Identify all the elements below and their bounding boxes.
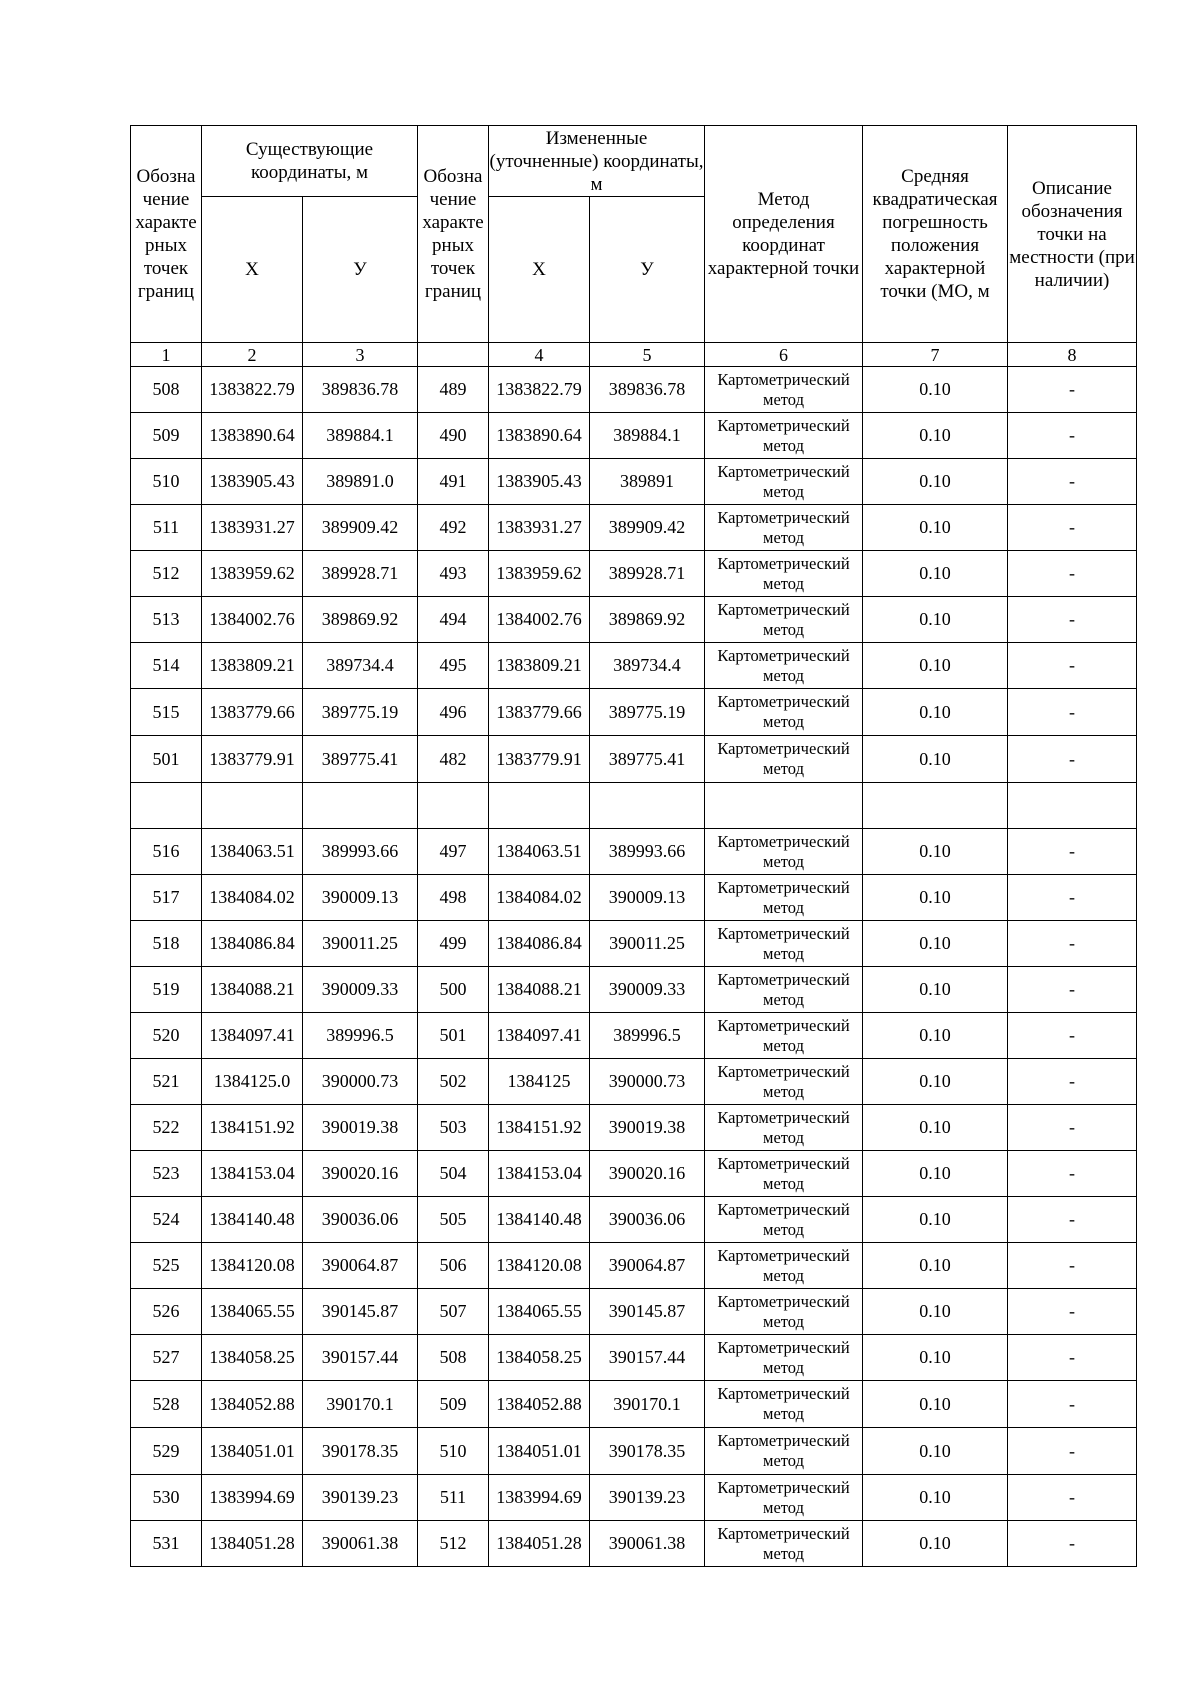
table-row — [131, 1105, 1137, 1151]
table-row — [131, 1428, 1137, 1475]
cell-changed-y: 390009.13 — [590, 875, 705, 921]
cell-existing-y: 389993.66 — [303, 829, 418, 875]
cell-method: Картометрический метод — [705, 1243, 863, 1289]
header-designation-changed: Обозна чение характе рных точек границ — [418, 126, 489, 343]
cell-existing-y: 390139.23 — [303, 1475, 418, 1521]
cell-error: 0.10 — [863, 829, 1008, 875]
cell-existing-x: 1384088.21 — [202, 967, 303, 1013]
cell-method: Картометрический метод — [705, 921, 863, 967]
cell-error: 0.10 — [863, 1151, 1008, 1197]
cell-method — [705, 783, 863, 829]
cell-changed-y: 390009.33 — [590, 967, 705, 1013]
cell-changed-y: 390178.35 — [590, 1428, 705, 1475]
cell-existing-y: 390061.38 — [303, 1521, 418, 1567]
coordinates-table — [130, 125, 1137, 1567]
cell-changed-x: 1383822.79 — [489, 367, 590, 413]
cell-method: Картометрический метод — [705, 875, 863, 921]
cell-error — [863, 783, 1008, 829]
cell-existing-x: 1384086.84 — [202, 921, 303, 967]
cell-error: 0.10 — [863, 1105, 1008, 1151]
cell-changed-y: 390064.87 — [590, 1243, 705, 1289]
cell-designation-changed: 510 — [418, 1428, 489, 1475]
header-existing-y: У — [303, 197, 418, 343]
cell-changed-x: 1384097.41 — [489, 1013, 590, 1059]
cell-existing-x: 1383822.79 — [202, 367, 303, 413]
cell-error: 0.10 — [863, 367, 1008, 413]
cell-existing-x: 1383994.69 — [202, 1475, 303, 1521]
cell-changed-y: 389775.41 — [590, 736, 705, 783]
cell-changed-x: 1384125 — [489, 1059, 590, 1105]
cell-changed-x: 1383809.21 — [489, 643, 590, 689]
cell-changed-x: 1383959.62 — [489, 551, 590, 597]
cell-designation-changed: 499 — [418, 921, 489, 967]
cell-changed-x: 1384051.01 — [489, 1428, 590, 1475]
cell-changed-x: 1384086.84 — [489, 921, 590, 967]
cell-changed-y: 389869.92 — [590, 597, 705, 643]
cell-description: - — [1008, 505, 1137, 551]
cell-error: 0.10 — [863, 1243, 1008, 1289]
cell-designation-existing: 525 — [131, 1243, 202, 1289]
cell-existing-y: 390170.1 — [303, 1381, 418, 1428]
cell-method: Картометрический метод — [705, 551, 863, 597]
cell-error: 0.10 — [863, 1289, 1008, 1335]
table-row — [131, 1013, 1137, 1059]
cell-existing-x: 1383779.66 — [202, 689, 303, 736]
cell-existing-x: 1384120.08 — [202, 1243, 303, 1289]
cell-designation-existing: 515 — [131, 689, 202, 736]
cell-changed-x: 1384065.55 — [489, 1289, 590, 1335]
cell-designation-changed: 498 — [418, 875, 489, 921]
cell-designation-changed: 493 — [418, 551, 489, 597]
cell-designation-changed: 489 — [418, 367, 489, 413]
cell-changed-y: 390020.16 — [590, 1151, 705, 1197]
cell-existing-y: 389996.5 — [303, 1013, 418, 1059]
cell-existing-x: 1384002.76 — [202, 597, 303, 643]
cell-designation-changed: 490 — [418, 413, 489, 459]
cell-changed-y: 389884.1 — [590, 413, 705, 459]
cell-existing-x: 1384058.25 — [202, 1335, 303, 1381]
cell-method: Картометрический метод — [705, 967, 863, 1013]
cell-existing-y: 390011.25 — [303, 921, 418, 967]
column-number: 4 — [489, 343, 590, 367]
cell-error: 0.10 — [863, 736, 1008, 783]
cell-existing-y: 390157.44 — [303, 1335, 418, 1381]
cell-method: Картометрический метод — [705, 689, 863, 736]
cell-description: - — [1008, 689, 1137, 736]
cell-designation-existing: 508 — [131, 367, 202, 413]
cell-designation-existing: 511 — [131, 505, 202, 551]
cell-existing-y: 389909.42 — [303, 505, 418, 551]
column-number: 8 — [1008, 343, 1137, 367]
cell-designation-changed: 497 — [418, 829, 489, 875]
table-row — [131, 829, 1137, 875]
cell-existing-x: 1383959.62 — [202, 551, 303, 597]
cell-description: - — [1008, 1151, 1137, 1197]
cell-existing-y: 389836.78 — [303, 367, 418, 413]
cell-designation-changed: 511 — [418, 1475, 489, 1521]
cell-method: Картометрический метод — [705, 367, 863, 413]
cell-designation-changed: 482 — [418, 736, 489, 783]
table-row — [131, 921, 1137, 967]
cell-designation-changed — [418, 783, 489, 829]
table-row — [131, 1243, 1137, 1289]
column-number: 5 — [590, 343, 705, 367]
cell-changed-y — [590, 783, 705, 829]
cell-existing-y: 389891.0 — [303, 459, 418, 505]
cell-changed-y: 389775.19 — [590, 689, 705, 736]
cell-error: 0.10 — [863, 1335, 1008, 1381]
cell-changed-x: 1384058.25 — [489, 1335, 590, 1381]
cell-changed-x: 1384088.21 — [489, 967, 590, 1013]
cell-description: - — [1008, 551, 1137, 597]
cell-designation-existing: 520 — [131, 1013, 202, 1059]
cell-existing-y: 390000.73 — [303, 1059, 418, 1105]
cell-changed-y: 390000.73 — [590, 1059, 705, 1105]
cell-description: - — [1008, 1381, 1137, 1428]
header-method: Метод определения координат характерной точки — [705, 126, 863, 343]
cell-changed-x: 1384002.76 — [489, 597, 590, 643]
column-number: 7 — [863, 343, 1008, 367]
cell-error: 0.10 — [863, 875, 1008, 921]
cell-existing-y: 390020.16 — [303, 1151, 418, 1197]
cell-existing-y: 389928.71 — [303, 551, 418, 597]
cell-designation-existing: 529 — [131, 1428, 202, 1475]
cell-designation-existing: 518 — [131, 921, 202, 967]
cell-designation-existing: 516 — [131, 829, 202, 875]
cell-designation-existing: 530 — [131, 1475, 202, 1521]
cell-method: Картометрический метод — [705, 1151, 863, 1197]
column-number: 6 — [705, 343, 863, 367]
cell-designation-changed: 495 — [418, 643, 489, 689]
cell-existing-x: 1384065.55 — [202, 1289, 303, 1335]
cell-existing-y: 389734.4 — [303, 643, 418, 689]
table-header — [131, 126, 1137, 367]
cell-existing-x: 1384097.41 — [202, 1013, 303, 1059]
cell-changed-x: 1384151.92 — [489, 1105, 590, 1151]
cell-designation-existing: 513 — [131, 597, 202, 643]
column-number: 2 — [202, 343, 303, 367]
header-error: Средняя квадратическая погрешность положения характерной точки (МО, м — [863, 126, 1008, 343]
cell-description: - — [1008, 1521, 1137, 1567]
table-row — [131, 1151, 1137, 1197]
header-changed-x: Х — [489, 197, 590, 343]
cell-changed-x: 1384140.48 — [489, 1197, 590, 1243]
cell-method: Картометрический метод — [705, 1428, 863, 1475]
cell-designation-changed: 500 — [418, 967, 489, 1013]
cell-existing-x — [202, 783, 303, 829]
column-number: 3 — [303, 343, 418, 367]
table-row — [131, 505, 1137, 551]
cell-description — [1008, 783, 1137, 829]
cell-existing-y: 390145.87 — [303, 1289, 418, 1335]
cell-method: Картометрический метод — [705, 643, 863, 689]
cell-method: Картометрический метод — [705, 413, 863, 459]
cell-existing-x: 1383905.43 — [202, 459, 303, 505]
cell-error: 0.10 — [863, 1475, 1008, 1521]
cell-error: 0.10 — [863, 597, 1008, 643]
table-row — [131, 459, 1137, 505]
table-row — [131, 1335, 1137, 1381]
cell-method: Картометрический метод — [705, 1521, 863, 1567]
cell-method: Картометрический метод — [705, 1335, 863, 1381]
cell-error: 0.10 — [863, 1381, 1008, 1428]
cell-description: - — [1008, 367, 1137, 413]
table-row — [131, 875, 1137, 921]
cell-existing-x: 1384063.51 — [202, 829, 303, 875]
table-row — [131, 736, 1137, 783]
cell-description: - — [1008, 1428, 1137, 1475]
cell-changed-x: 1384063.51 — [489, 829, 590, 875]
cell-designation-changed: 491 — [418, 459, 489, 505]
cell-existing-x: 1383931.27 — [202, 505, 303, 551]
table-row — [131, 413, 1137, 459]
cell-description: - — [1008, 1013, 1137, 1059]
cell-designation-changed: 504 — [418, 1151, 489, 1197]
cell-changed-x: 1384084.02 — [489, 875, 590, 921]
cell-changed-y: 390019.38 — [590, 1105, 705, 1151]
cell-existing-x: 1383779.91 — [202, 736, 303, 783]
cell-designation-existing: 501 — [131, 736, 202, 783]
cell-existing-y: 389869.92 — [303, 597, 418, 643]
table-row — [131, 1197, 1137, 1243]
table-row — [131, 367, 1137, 413]
cell-existing-x: 1384153.04 — [202, 1151, 303, 1197]
cell-existing-x: 1383809.21 — [202, 643, 303, 689]
cell-designation-existing: 509 — [131, 413, 202, 459]
cell-changed-y: 390061.38 — [590, 1521, 705, 1567]
cell-changed-y: 390011.25 — [590, 921, 705, 967]
cell-existing-y: 389884.1 — [303, 413, 418, 459]
cell-changed-x: 1383994.69 — [489, 1475, 590, 1521]
cell-description: - — [1008, 1059, 1137, 1105]
cell-error: 0.10 — [863, 551, 1008, 597]
cell-changed-y: 390036.06 — [590, 1197, 705, 1243]
cell-changed-x: 1384051.28 — [489, 1521, 590, 1567]
header-designation-existing: Обозна чение характе рных точек границ — [131, 126, 202, 343]
header-existing-x: Х — [202, 197, 303, 343]
cell-description: - — [1008, 829, 1137, 875]
cell-existing-x: 1383890.64 — [202, 413, 303, 459]
cell-error: 0.10 — [863, 1521, 1008, 1567]
cell-existing-y: 390064.87 — [303, 1243, 418, 1289]
cell-designation-existing: 517 — [131, 875, 202, 921]
cell-error: 0.10 — [863, 1197, 1008, 1243]
header-description: Описание обозначения точки на местности (при наличии) — [1008, 126, 1137, 343]
cell-error: 0.10 — [863, 413, 1008, 459]
cell-changed-y: 389993.66 — [590, 829, 705, 875]
table-row — [131, 643, 1137, 689]
cell-changed-y: 390157.44 — [590, 1335, 705, 1381]
cell-existing-y: 389775.41 — [303, 736, 418, 783]
cell-method: Картометрический метод — [705, 829, 863, 875]
cell-designation-changed: 503 — [418, 1105, 489, 1151]
cell-method: Картометрический метод — [705, 1059, 863, 1105]
cell-description: - — [1008, 1197, 1137, 1243]
cell-existing-y: 389775.19 — [303, 689, 418, 736]
cell-changed-y: 389891 — [590, 459, 705, 505]
cell-description: - — [1008, 1475, 1137, 1521]
cell-designation-existing: 519 — [131, 967, 202, 1013]
table-row — [131, 967, 1137, 1013]
table-row — [131, 597, 1137, 643]
cell-designation-changed: 492 — [418, 505, 489, 551]
cell-changed-y: 390145.87 — [590, 1289, 705, 1335]
cell-designation-existing: 512 — [131, 551, 202, 597]
cell-changed-y: 389909.42 — [590, 505, 705, 551]
header-changed-coordinates: Измененные (уточненные) координаты, м — [489, 127, 704, 195]
cell-error: 0.10 — [863, 1013, 1008, 1059]
cell-designation-existing: 521 — [131, 1059, 202, 1105]
table-row — [131, 551, 1137, 597]
cell-existing-x: 1384051.01 — [202, 1428, 303, 1475]
table-row — [131, 1381, 1137, 1428]
cell-designation-changed: 512 — [418, 1521, 489, 1567]
cell-designation-existing: 522 — [131, 1105, 202, 1151]
cell-designation-changed: 501 — [418, 1013, 489, 1059]
cell-existing-y: 390019.38 — [303, 1105, 418, 1151]
cell-designation-changed: 502 — [418, 1059, 489, 1105]
cell-changed-x: 1383931.27 — [489, 505, 590, 551]
table-row — [131, 1059, 1137, 1105]
cell-existing-y: 390009.33 — [303, 967, 418, 1013]
cell-changed-x: 1383905.43 — [489, 459, 590, 505]
cell-description: - — [1008, 875, 1137, 921]
cell-error: 0.10 — [863, 1059, 1008, 1105]
cell-method: Картометрический метод — [705, 1289, 863, 1335]
cell-error: 0.10 — [863, 643, 1008, 689]
cell-description: - — [1008, 967, 1137, 1013]
cell-existing-x: 1384151.92 — [202, 1105, 303, 1151]
cell-error: 0.10 — [863, 1428, 1008, 1475]
cell-description: - — [1008, 1289, 1137, 1335]
cell-designation-existing: 526 — [131, 1289, 202, 1335]
cell-method: Картометрический метод — [705, 1197, 863, 1243]
cell-changed-y: 390139.23 — [590, 1475, 705, 1521]
cell-changed-y: 389836.78 — [590, 367, 705, 413]
cell-existing-x: 1384084.02 — [202, 875, 303, 921]
cell-designation-changed: 508 — [418, 1335, 489, 1381]
cell-method: Картометрический метод — [705, 1013, 863, 1059]
cell-description: - — [1008, 643, 1137, 689]
cell-description: - — [1008, 597, 1137, 643]
cell-designation-changed: 507 — [418, 1289, 489, 1335]
cell-changed-y: 389928.71 — [590, 551, 705, 597]
cell-changed-x — [489, 783, 590, 829]
cell-description: - — [1008, 736, 1137, 783]
cell-description: - — [1008, 921, 1137, 967]
cell-method: Картометрический метод — [705, 597, 863, 643]
table-row-empty — [131, 783, 1137, 829]
cell-designation-changed: 494 — [418, 597, 489, 643]
cell-error: 0.10 — [863, 921, 1008, 967]
cell-changed-x: 1384120.08 — [489, 1243, 590, 1289]
header-changed-y: У — [590, 197, 705, 343]
cell-existing-x: 1384052.88 — [202, 1381, 303, 1428]
cell-changed-y: 390170.1 — [590, 1381, 705, 1428]
table-row — [131, 1289, 1137, 1335]
cell-changed-x: 1384052.88 — [489, 1381, 590, 1428]
cell-designation-existing: 527 — [131, 1335, 202, 1381]
cell-existing-y: 390178.35 — [303, 1428, 418, 1475]
cell-designation-existing: 528 — [131, 1381, 202, 1428]
cell-error: 0.10 — [863, 505, 1008, 551]
cell-method: Картометрический метод — [705, 736, 863, 783]
cell-description: - — [1008, 1105, 1137, 1151]
table-body — [131, 367, 1137, 1567]
cell-designation-existing: 524 — [131, 1197, 202, 1243]
cell-changed-y: 389996.5 — [590, 1013, 705, 1059]
cell-designation-changed: 506 — [418, 1243, 489, 1289]
cell-existing-x: 1384051.28 — [202, 1521, 303, 1567]
cell-method: Картометрический метод — [705, 1475, 863, 1521]
cell-designation-changed: 505 — [418, 1197, 489, 1243]
cell-designation-changed: 509 — [418, 1381, 489, 1428]
column-number — [418, 343, 489, 367]
cell-description: - — [1008, 459, 1137, 505]
column-number: 1 — [131, 343, 202, 367]
cell-designation-existing: 531 — [131, 1521, 202, 1567]
cell-changed-x: 1383779.66 — [489, 689, 590, 736]
table-row — [131, 1521, 1137, 1567]
cell-existing-y: 390009.13 — [303, 875, 418, 921]
cell-method: Картометрический метод — [705, 1105, 863, 1151]
cell-designation-changed: 496 — [418, 689, 489, 736]
cell-designation-existing: 514 — [131, 643, 202, 689]
cell-existing-y — [303, 783, 418, 829]
cell-existing-x: 1384140.48 — [202, 1197, 303, 1243]
cell-method: Картометрический метод — [705, 1381, 863, 1428]
cell-designation-existing: 510 — [131, 459, 202, 505]
cell-changed-x: 1384153.04 — [489, 1151, 590, 1197]
cell-error: 0.10 — [863, 459, 1008, 505]
cell-changed-x: 1383890.64 — [489, 413, 590, 459]
cell-designation-existing — [131, 783, 202, 829]
cell-existing-x: 1384125.0 — [202, 1059, 303, 1105]
header-existing-coordinates: Существующие координаты, м — [202, 126, 418, 197]
cell-changed-x: 1383779.91 — [489, 736, 590, 783]
cell-designation-existing: 523 — [131, 1151, 202, 1197]
column-number-row — [131, 343, 1137, 367]
cell-method: Картометрический метод — [705, 505, 863, 551]
cell-description: - — [1008, 413, 1137, 459]
table-row — [131, 1475, 1137, 1521]
cell-existing-y: 390036.06 — [303, 1197, 418, 1243]
table-row — [131, 689, 1137, 736]
cell-description: - — [1008, 1335, 1137, 1381]
cell-method: Картометрический метод — [705, 459, 863, 505]
cell-description: - — [1008, 1243, 1137, 1289]
cell-changed-y: 389734.4 — [590, 643, 705, 689]
cell-error: 0.10 — [863, 967, 1008, 1013]
cell-error: 0.10 — [863, 689, 1008, 736]
